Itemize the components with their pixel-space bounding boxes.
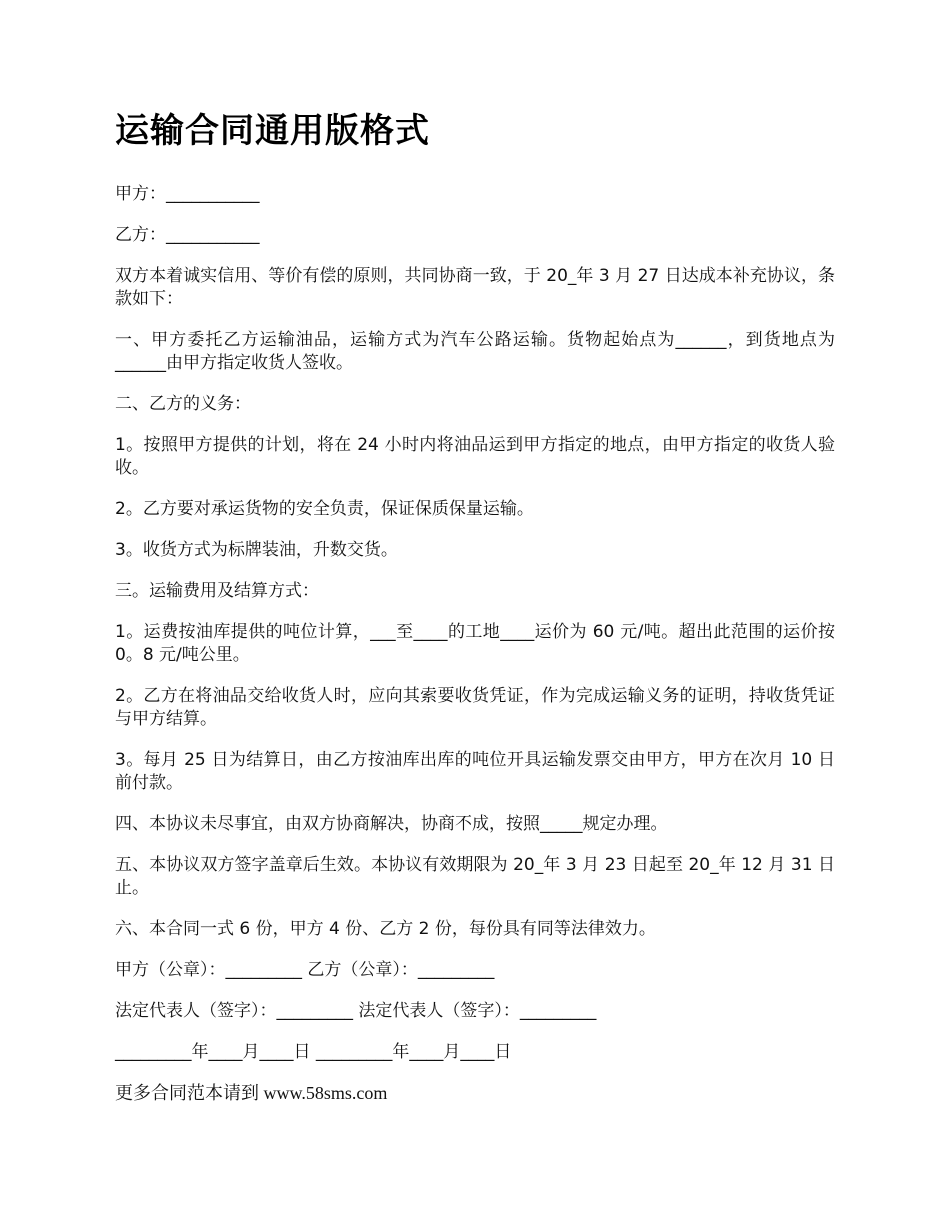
party-a-line: 甲方：___________	[115, 184, 260, 204]
clause-2-item-1: 1。按照甲方提供的计划，将在 24 小时内将油品运到甲方指定的地点，由甲方指定的收货人验收。	[115, 435, 835, 478]
clause-5: 五、本协议双方签字盖章后生效。本协议有效期限为 20_年 3 月 23 日起至 20_年 12 月 31 日止。	[115, 855, 835, 898]
seal-line: 甲方（公章）：_________ 乙方（公章）：_________	[115, 960, 495, 980]
clause-3-item-3: 3。每月 25 日为结算日，由乙方按油库出库的吨位开具运输发票交由甲方，甲方在次月 10 日前付款。	[115, 750, 835, 793]
clause-6: 六、本合同一式 6 份，甲方 4 份、乙方 2 份，每份具有同等法律效力。	[115, 919, 656, 939]
clause-2-item-2: 2。乙方要对承运货物的安全负责，保证保质保量运输。	[115, 499, 534, 519]
date-line: _________年____月____日 _________年____月____日	[115, 1042, 512, 1062]
document-body	[115, 108, 841, 1105]
clause-1: 一、甲方委托乙方运输油品，运输方式为汽车公路运输。货物起始点为______，到货地点为______由甲方指定收货人签收。	[115, 330, 835, 373]
preamble-paragraph: 双方本着诚实信用、等价有偿的原则，共同协商一致，于 20_年 3 月 27 日达成本补充协议，条款如下：	[115, 266, 835, 309]
party-b-line: 乙方：___________	[115, 225, 260, 245]
clause-2-item-3: 3。收货方式为标牌装油，升数交货。	[115, 540, 398, 560]
clause-4: 四、本协议未尽事宜，由双方协商解决，协商不成，按照_____规定办理。	[115, 814, 668, 834]
clause-3-item-2: 2。乙方在将油品交给收货人时，应向其索要收货凭证，作为完成运输义务的证明，持收货凭证与甲方结算。	[115, 686, 835, 729]
representative-signature-line: 法定代表人（签字）：_________ 法定代表人（签字）：_________	[115, 1001, 597, 1021]
footer-note: 更多合同范本请到 www.58sms.com	[115, 1083, 388, 1103]
clause-2-heading: 二、乙方的义务：	[115, 394, 251, 414]
document-title: 运输合同通用版格式	[115, 111, 430, 151]
clause-3-heading: 三。运输费用及结算方式：	[115, 581, 319, 601]
clause-3-item-1: 1。运费按油库提供的吨位计算，___至____的工地____运价为 60 元/吨。超出此范围的运价按 0。8 元/吨公里。	[115, 622, 841, 665]
